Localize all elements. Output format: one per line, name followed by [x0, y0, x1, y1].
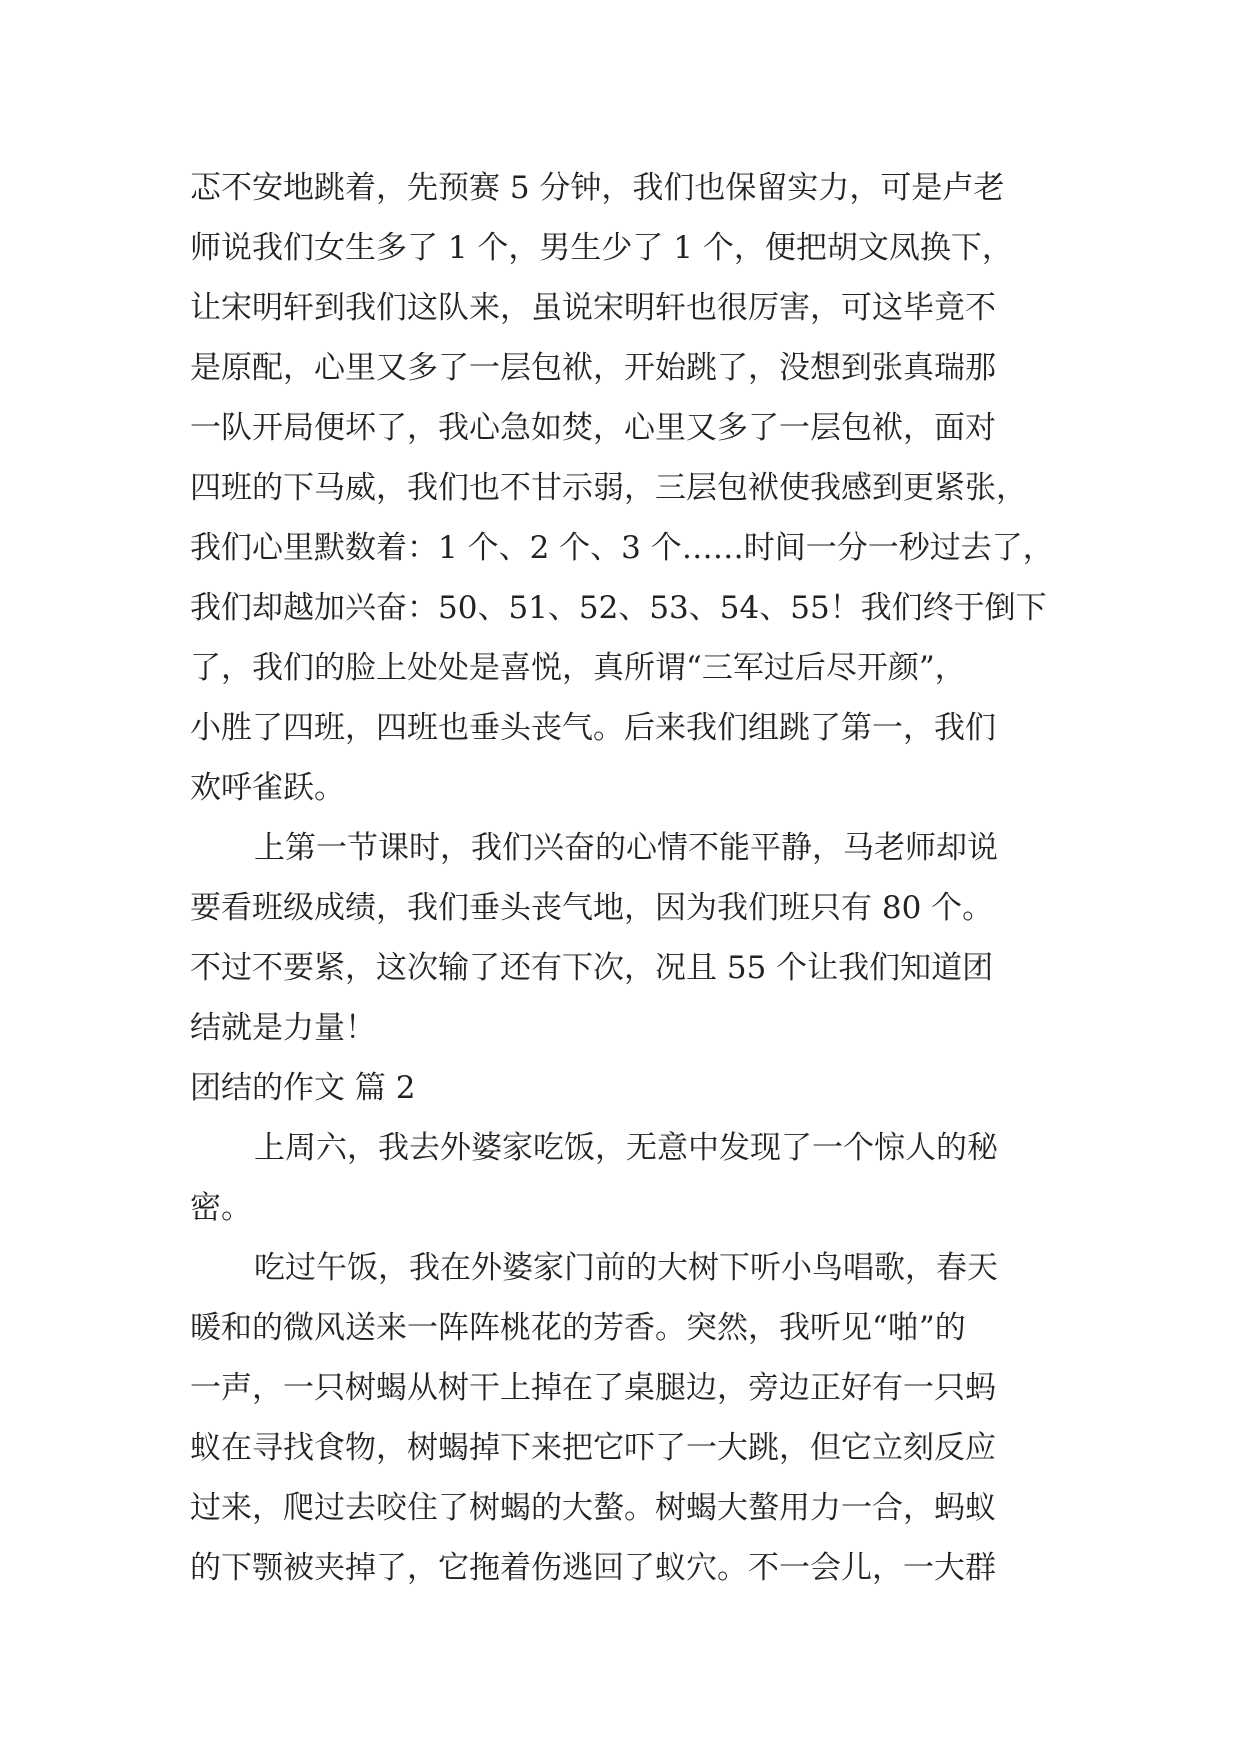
essay-text [190, 158, 1070, 1598]
text-line: 结就是力量！ [190, 1010, 376, 1046]
text-line: 一声，一只树蝎从树干上掉在了桌腿边，旁边正好有一只蚂 [190, 1370, 996, 1406]
text-line: 师说我们女生多了 1 个，男生少了 1 个，便把胡文凤换下， [190, 230, 1013, 266]
text-line: 吃过午饭，我在外婆家门前的大树下听小鸟唱歌，春天 [254, 1250, 998, 1286]
text-line: 暖和的微风送来一阵阵桃花的芳香。突然，我听见“啪”的 [190, 1310, 966, 1346]
text-line: 上第一节课时，我们兴奋的心情不能平静，马老师却说 [254, 830, 998, 866]
text-line: 了，我们的脸上处处是喜悦，真所谓“三军过后尽开颜”， [190, 650, 966, 686]
text-line: 上周六，我去外婆家吃饭，无意中发现了一个惊人的秘 [254, 1130, 998, 1166]
text-line: 欢呼雀跃。 [190, 770, 345, 806]
text-line: 是原配，心里又多了一层包袱，开始跳了，没想到张真瑞那 [190, 350, 996, 386]
text-line: 一队开局便坏了，我心急如焚，心里又多了一层包袱，面对 [190, 410, 996, 446]
text-line: 小胜了四班，四班也垂头丧气。后来我们组跳了第一，我们 [190, 710, 996, 746]
text-line: 我们却越加兴奋：50、51、52、53、54、55！我们终于倒下 [190, 590, 1047, 626]
section-heading: 团结的作文 篇 2 [190, 1070, 416, 1106]
text-line: 要看班级成绩，我们垂头丧气地，因为我们班只有 80 个。 [190, 890, 994, 926]
text-line: 让宋明轩到我们这队来，虽说宋明轩也很厉害，可这毕竟不 [190, 290, 996, 326]
text-line: 四班的下马威，我们也不甘示弱，三层包袱使我感到更紧张， [190, 470, 1027, 506]
text-line: 蚁在寻找食物，树蝎掉下来把它吓了一大跳，但它立刻反应 [190, 1430, 996, 1466]
text-line: 忑不安地跳着，先预赛 5 分钟，我们也保留实力，可是卢老 [190, 170, 1005, 206]
text-line: 过来，爬过去咬住了树蝎的大螯。树蝎大螯用力一合，蚂蚁 [190, 1490, 996, 1526]
text-line: 不过不要紧，这次输了还有下次，况且 55 个让我们知道团 [190, 950, 994, 986]
text-line: 的下颚被夹掉了，它拖着伤逃回了蚁穴。不一会儿，一大群 [190, 1550, 996, 1586]
text-line: 密。 [190, 1190, 252, 1226]
text-line: 我们心里默数着：1 个、2 个、3 个……时间一分一秒过去了， [190, 530, 1054, 566]
